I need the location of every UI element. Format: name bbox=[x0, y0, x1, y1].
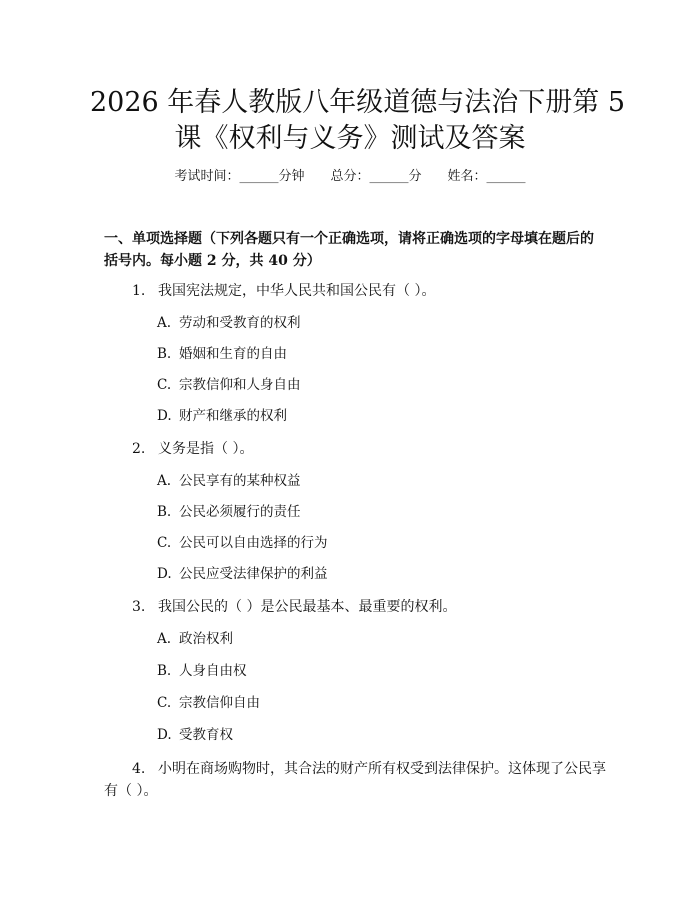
section-heading-line-1: 一、单项选择题（下列各题只有一个正确选项，请将正确选项的字母填在题后的 bbox=[104, 231, 594, 247]
option-text: 政治权利 bbox=[179, 631, 233, 647]
question-number: 1. bbox=[132, 283, 146, 299]
question-text: 义务是指（ ）。 bbox=[158, 441, 254, 457]
option-text: 宗教信仰自由 bbox=[179, 695, 260, 711]
document-title-line-2: 课《权利与义务》测试及答案 bbox=[174, 123, 526, 154]
question-3 bbox=[132, 597, 456, 617]
option-letter: C. bbox=[157, 535, 172, 551]
option-letter: D. bbox=[157, 566, 172, 582]
question-1-option-d bbox=[157, 406, 287, 426]
section-heading-line-2: 括号内。每小题 2 分，共 40 分） bbox=[104, 253, 321, 269]
question-1-option-a bbox=[157, 313, 301, 333]
exam-time-label: 考试时间：______分钟 bbox=[174, 169, 305, 184]
option-text: 公民享有的某种权益 bbox=[179, 473, 301, 489]
question-4-continuation: 有（ ）。 bbox=[104, 783, 158, 799]
question-1-option-c bbox=[157, 375, 301, 395]
option-letter: B. bbox=[157, 504, 172, 520]
question-2-option-d bbox=[157, 564, 328, 584]
option-letter: C. bbox=[157, 695, 172, 711]
option-text: 宗教信仰和人身自由 bbox=[179, 377, 301, 393]
document-title-line-1: 2026 年春人教版八年级道德与法治下册第 5 bbox=[90, 87, 626, 118]
option-letter: D. bbox=[157, 408, 172, 424]
question-text: 我国宪法规定，中华人民共和国公民有（ ）。 bbox=[158, 283, 436, 299]
question-text: 小明在商场购物时，其合法的财产所有权受到法律保护。这体现了公民享 bbox=[158, 761, 606, 777]
name-label: 姓名：______ bbox=[447, 169, 526, 184]
option-text: 财产和继承的权利 bbox=[179, 408, 287, 424]
option-text: 公民可以自由选择的行为 bbox=[179, 535, 328, 551]
question-1-option-b bbox=[157, 344, 287, 364]
question-1 bbox=[132, 281, 435, 301]
option-letter: B. bbox=[157, 346, 172, 362]
question-number: 2. bbox=[132, 441, 146, 457]
option-letter: B. bbox=[157, 663, 172, 679]
question-3-option-b bbox=[157, 661, 247, 681]
question-4 bbox=[132, 759, 606, 779]
question-number: 4. bbox=[132, 761, 146, 777]
question-2 bbox=[132, 439, 253, 459]
question-3-option-c bbox=[157, 693, 260, 713]
option-letter: A. bbox=[157, 315, 172, 331]
option-letter: D. bbox=[157, 727, 172, 743]
option-text: 人身自由权 bbox=[179, 663, 247, 679]
option-letter: A. bbox=[157, 473, 172, 489]
option-letter: C. bbox=[157, 377, 172, 393]
question-3-option-d bbox=[157, 725, 233, 745]
option-letter: A. bbox=[157, 631, 172, 647]
question-2-option-a bbox=[157, 471, 301, 491]
option-text: 公民应受法律保护的利益 bbox=[179, 566, 328, 582]
question-3-option-a bbox=[157, 629, 233, 649]
total-score-label: 总分：______分 bbox=[330, 169, 422, 184]
exam-meta-line bbox=[0, 168, 700, 186]
question-number: 3. bbox=[132, 599, 146, 615]
option-text: 受教育权 bbox=[179, 727, 233, 743]
option-text: 公民必须履行的责任 bbox=[179, 504, 301, 520]
question-2-option-c bbox=[157, 533, 328, 553]
question-2-option-b bbox=[157, 502, 301, 522]
option-text: 婚姻和生育的自由 bbox=[179, 346, 287, 362]
question-text: 我国公民的（ ）是公民最基本、最重要的权利。 bbox=[158, 599, 457, 615]
option-text: 劳动和受教育的权利 bbox=[179, 315, 301, 331]
